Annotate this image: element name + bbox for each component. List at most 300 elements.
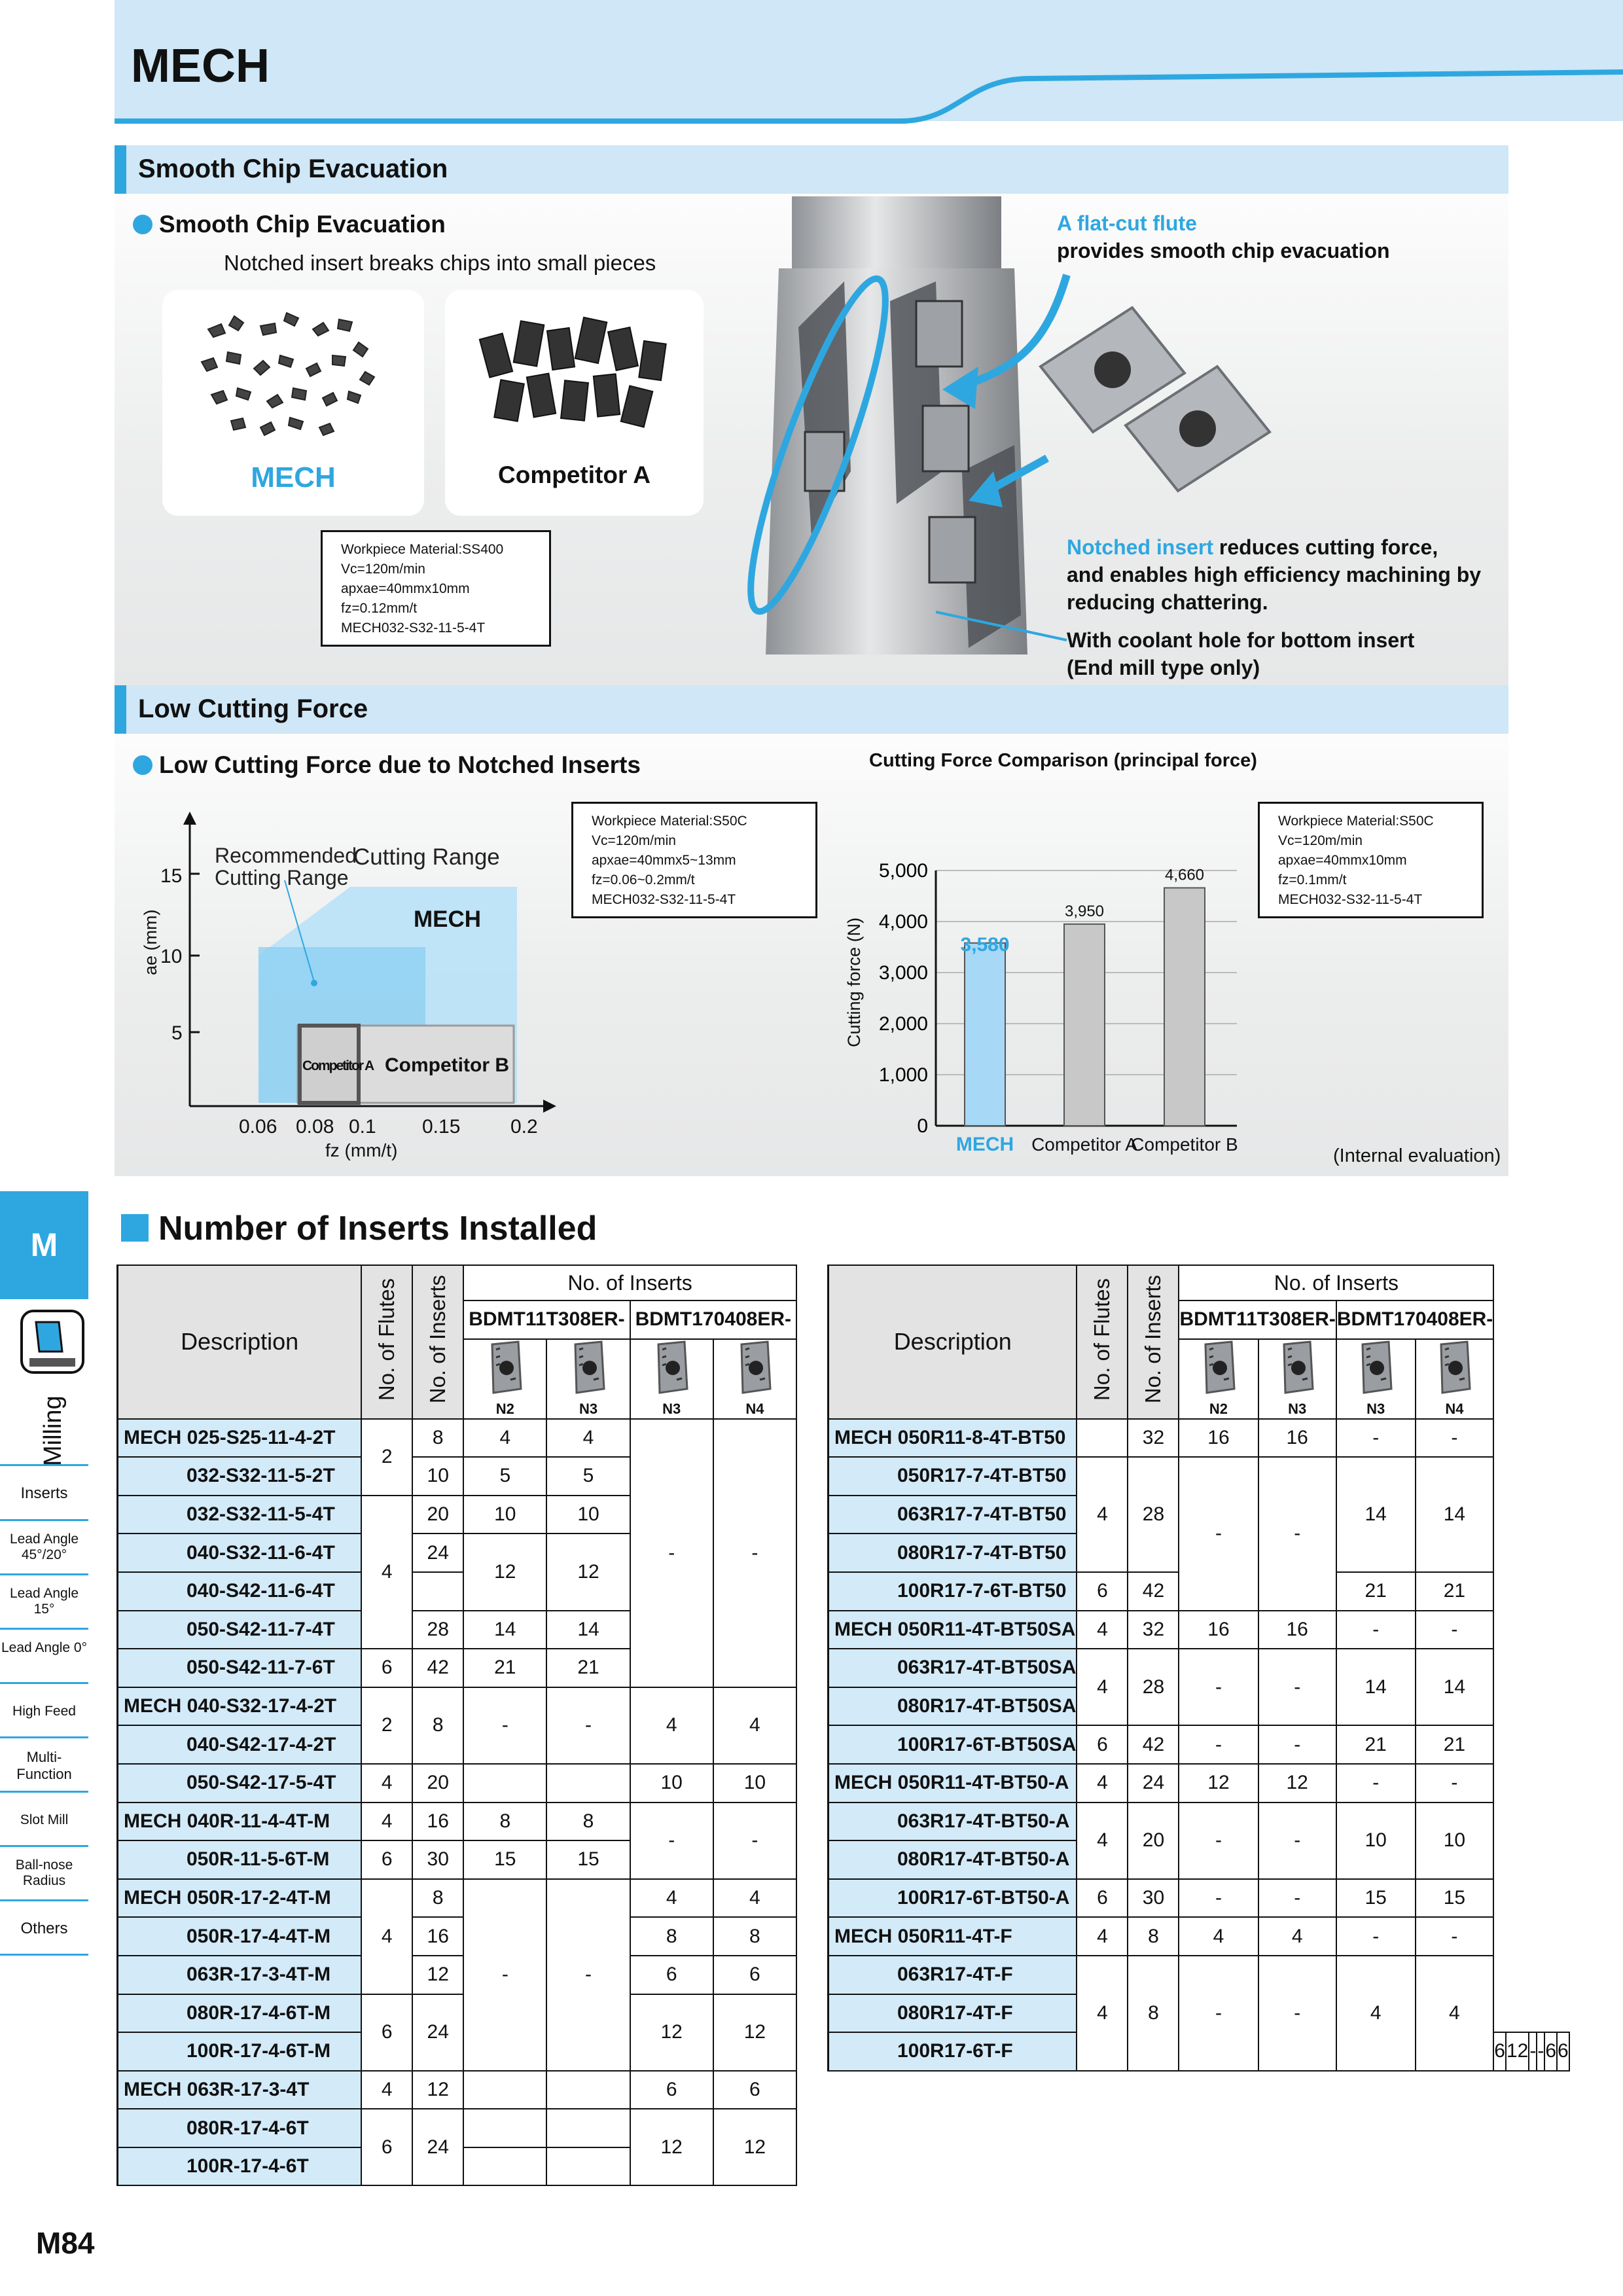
x-category-label: Competitor A — [1031, 1134, 1137, 1155]
table-cell: 12 — [630, 1994, 713, 2071]
insert-icon-cell — [546, 1339, 630, 1419]
table-cell: 12 — [1258, 1764, 1336, 1803]
range-ytick-15: 15 — [160, 865, 183, 887]
table-row — [118, 2109, 797, 2147]
insert-icon-cell — [1179, 1339, 1258, 1419]
table-cell: 10 — [463, 1496, 546, 1534]
table-cell: 16 — [412, 1917, 463, 1956]
insert-code: N3 — [1288, 1400, 1307, 1417]
inserts-table-left — [116, 1265, 797, 2186]
table-cell: 15 — [1416, 1879, 1494, 1918]
col-description: Description — [118, 1265, 362, 1419]
insert-icon — [653, 1340, 690, 1395]
table-cell: - — [1258, 1803, 1336, 1879]
model-description: 063R17-4T-BT50SA — [829, 1649, 1077, 1687]
callout-notched-insert: Notched insert reduces cutting force, and enables high efficiency machining by reducing chattering. — [1067, 535, 1482, 614]
table-cell: 6 — [630, 2071, 713, 2109]
callout-arrows — [916, 249, 1080, 576]
range-xlabel: fz (mm/t) — [325, 1140, 398, 1160]
table-cell: - — [1336, 1917, 1416, 1956]
table-cell: 42 — [1128, 1572, 1179, 1611]
table-cell: 15 — [463, 1840, 546, 1879]
table-cell: 10 — [1336, 1803, 1416, 1879]
table-cell: 4 — [713, 1687, 796, 1764]
internal-evaluation-note: (Internal evaluation) — [1333, 1145, 1501, 1166]
inserts-table-right — [827, 1265, 1570, 2072]
table-cell: 28 — [1128, 1649, 1179, 1725]
table-row — [118, 1917, 797, 1956]
table-cell: 6 — [1077, 1725, 1128, 1764]
table-cell: 4 — [1077, 1457, 1128, 1572]
table-cell: 32 — [1128, 1419, 1179, 1458]
table-cell: 14 — [463, 1611, 546, 1649]
table-cell: 16 — [1258, 1419, 1336, 1458]
model-description: MECH 040R-11-4-4T-M — [118, 1803, 362, 1841]
table-cell — [463, 2109, 546, 2147]
table-cell: 42 — [1128, 1725, 1179, 1764]
header-curve — [115, 0, 1623, 131]
table-cell: 12 — [412, 2071, 463, 2109]
table-cell: 12 — [1506, 2032, 1529, 2071]
table-cell: 8 — [463, 1803, 546, 1841]
table-cell: 6 — [713, 2071, 796, 2109]
table-cell: 16 — [1258, 1611, 1336, 1649]
table-cell: 10 — [412, 1457, 463, 1496]
y-tick-label: 0 — [917, 1115, 928, 1137]
table-cell: - — [1179, 1879, 1258, 1918]
section1-bar — [115, 145, 1508, 194]
table-cell: 21 — [546, 1649, 630, 1687]
insert-code: N2 — [495, 1400, 514, 1417]
table-cell: 10 — [546, 1496, 630, 1534]
range-xtick-0.2: 0.2 — [510, 1116, 538, 1138]
sidebar-tab-m[interactable]: M — [0, 1191, 88, 1299]
insert-icon-cell — [1416, 1339, 1494, 1419]
model-description: 050R-17-4-4T-M — [118, 1917, 362, 1956]
table-row — [118, 1764, 797, 1803]
section2-bar — [115, 685, 1508, 734]
col-no-of-inserts: No. of Inserts — [463, 1265, 796, 1300]
table-cell: - — [1336, 1419, 1416, 1458]
sidebar-item-high-feed[interactable]: High Feed — [0, 1684, 88, 1738]
table-cell: 8 — [1128, 1917, 1179, 1956]
sidebar-item-multi-function[interactable]: Multi-Function — [0, 1738, 88, 1793]
table-cell: 28 — [412, 1611, 463, 1649]
table-row — [118, 1687, 797, 1726]
insert-icon — [487, 1340, 524, 1395]
table-cell: - — [546, 1879, 630, 2071]
model-description: 050-S42-17-5-4T — [118, 1764, 362, 1803]
section1-bullet: Smooth Chip Evacuation — [133, 211, 446, 238]
model-description: MECH 040-S32-17-4-2T — [118, 1687, 362, 1726]
table-cell: 30 — [1128, 1879, 1179, 1918]
table-cell: 20 — [412, 1496, 463, 1534]
table-cell: - — [630, 1803, 713, 1879]
sidebar-item-slot-mill[interactable]: Slot Mill — [0, 1793, 88, 1847]
model-description: 100R17-6T-F — [829, 2032, 1077, 2071]
page-number: M84 — [36, 2226, 95, 2260]
table-cell: - — [1416, 1764, 1494, 1803]
table-cell — [546, 2071, 630, 2109]
section2-bullet: Low Cutting Force due to Notched Inserts — [133, 751, 641, 779]
table-cell: 2 — [361, 1687, 412, 1764]
table-cell — [1077, 1419, 1128, 1458]
insert-code: N3 — [579, 1400, 598, 1417]
sidebar-item-lead-15[interactable]: Lead Angle 15° — [0, 1575, 88, 1630]
table-cell: 12 — [412, 1956, 463, 1994]
table-cell: - — [1179, 1803, 1258, 1879]
table-cell — [546, 2109, 630, 2147]
x-category-label: MECH — [955, 1134, 1014, 1155]
table-cell: 8 — [412, 1419, 463, 1458]
callout-flat-flute: A flat-cut flute provides smooth chip evacuation — [1057, 211, 1390, 262]
table-cell: 6 — [1077, 1879, 1128, 1918]
table-row — [829, 1457, 1569, 1496]
table-row — [118, 1994, 797, 2033]
table-row — [829, 1956, 1569, 1994]
table-cell: 4 — [1336, 1956, 1416, 2071]
table-cell: 6 — [361, 2109, 412, 2185]
table-cell: 4 — [361, 2071, 412, 2109]
table-cell: 12 — [713, 2109, 796, 2185]
table-cell — [463, 1764, 546, 1803]
table-cell: - — [1258, 1879, 1336, 1918]
insert-icon — [736, 1340, 773, 1395]
insert-icon — [1200, 1340, 1237, 1395]
table-cell — [463, 2147, 546, 2186]
table-row — [118, 1879, 797, 1918]
table-row — [829, 1917, 1569, 1956]
col-flutes: No. of Flutes — [361, 1265, 412, 1419]
table-cell: 10 — [1416, 1803, 1494, 1879]
range-xtick-0.08: 0.08 — [296, 1116, 334, 1138]
table-cell: 24 — [412, 2109, 463, 2185]
table-cell: - — [1416, 1611, 1494, 1649]
col-inserts: No. of Inserts — [412, 1265, 463, 1419]
col-description: Description — [829, 1265, 1077, 1419]
insert-icon-cell — [713, 1339, 796, 1419]
col-insert-bdmt17: BDMT170408ER- — [630, 1300, 796, 1339]
table-cell: 12 — [713, 1994, 796, 2071]
table-cell: 5 — [463, 1457, 546, 1496]
table-cell: - — [463, 1879, 546, 2071]
insert-icon-cell — [1258, 1339, 1336, 1419]
table-cell: 15 — [546, 1840, 630, 1879]
table-cell: 8 — [1128, 1956, 1179, 2071]
model-description: 100R17-6T-BT50SA — [829, 1725, 1077, 1764]
bar-chart-title: Cutting Force Comparison (principal force) — [869, 750, 1257, 771]
model-description: 080R17-4T-BT50-A — [829, 1840, 1077, 1879]
table-cell: 4 — [546, 1419, 630, 1458]
model-description: 100R17-7-6T-BT50 — [829, 1572, 1077, 1611]
table-row — [829, 1803, 1569, 1841]
model-description: 050R-11-5-6T-M — [118, 1840, 362, 1879]
model-description: 080R-17-4-6T — [118, 2109, 362, 2147]
model-description: 040-S32-11-6-4T — [118, 1534, 362, 1572]
model-description: 080R17-4T-F — [829, 1994, 1077, 2033]
chips-label-competitor: Competitor A — [498, 461, 651, 488]
table-cell: 4 — [361, 1764, 412, 1803]
insert-icon — [1279, 1340, 1315, 1395]
table-cell: 32 — [1128, 1611, 1179, 1649]
model-description: 063R-17-3-4T-M — [118, 1956, 362, 1994]
model-description: 050-S42-11-7-6T — [118, 1649, 362, 1687]
table-cell: 4 — [361, 1879, 412, 1994]
insert-icon-cell — [463, 1339, 546, 1419]
bar-competitor-b — [1164, 888, 1205, 1126]
small-chips-image — [162, 290, 424, 460]
table-cell: 24 — [412, 1534, 463, 1572]
table-cell: - — [1336, 1611, 1416, 1649]
insert-icon — [1357, 1340, 1394, 1395]
insert-code: N4 — [745, 1400, 764, 1417]
chips-label-mech: MECH — [251, 461, 336, 493]
coolant-leader-line — [936, 602, 1080, 655]
table-cell: 21 — [463, 1649, 546, 1687]
table-cell: 42 — [412, 1649, 463, 1687]
col-insert-bdmt17: BDMT170408ER- — [1336, 1300, 1493, 1339]
table-row — [118, 2071, 797, 2109]
range-ylabel: ae (mm) — [141, 909, 160, 975]
table-row — [829, 1725, 1569, 1764]
section1-subtitle: Notched insert breaks chips into small pieces — [224, 251, 656, 275]
table-cell: - — [1179, 1649, 1258, 1725]
label-competitor-b-range: Competitor B — [385, 1054, 509, 1076]
bar-mech — [965, 943, 1005, 1126]
table-cell: - — [1537, 2032, 1544, 2071]
table-cell — [546, 2147, 630, 2186]
table-cell: 15 — [1336, 1879, 1416, 1918]
table-row — [829, 1611, 1569, 1649]
model-description: MECH 025-S25-11-4-2T — [118, 1419, 362, 1458]
model-description: 040-S42-17-4-2T — [118, 1725, 362, 1764]
page-title: MECH — [131, 40, 270, 92]
insert-code: N2 — [1209, 1400, 1228, 1417]
table-cell: 4 — [361, 1496, 412, 1649]
col-inserts: No. of Inserts — [1128, 1265, 1179, 1419]
model-description: MECH 050R11-4T-F — [829, 1917, 1077, 1956]
insert-code: N3 — [1366, 1400, 1385, 1417]
range-xtick-0.15: 0.15 — [422, 1116, 461, 1138]
table-row — [118, 1803, 797, 1841]
table-row — [118, 1419, 797, 1458]
table-cell: 4 — [1077, 1649, 1128, 1725]
sidebar-item-others[interactable]: Others — [0, 1901, 88, 1956]
chips-card-competitor — [445, 290, 704, 516]
table-cell: 14 — [546, 1611, 630, 1649]
model-description: 100R-17-4-6T — [118, 2147, 362, 2186]
bullet-dot-icon — [133, 755, 152, 775]
bar-chart-ylabel: Cutting force (N) — [844, 917, 864, 1047]
col-insert-bdmt11: BDMT11T308ER- — [463, 1300, 630, 1339]
table-cell: 20 — [1128, 1803, 1179, 1879]
bullet-dot-icon — [133, 215, 152, 234]
table-cell: 6 — [713, 1956, 796, 1994]
model-description: 080R-17-4-6T-M — [118, 1994, 362, 2033]
table-cell: 6 — [361, 1649, 412, 1687]
table-cell: 4 — [1258, 1917, 1336, 1956]
table-cell: - — [1258, 1725, 1336, 1764]
table-cell — [463, 2071, 546, 2109]
conditions-box-1: Workpiece Material:SS400 Vc=120m/min apxae=40mmx10mm fz=0.12mm/t MECH032-S32-11-5-4T — [321, 530, 551, 647]
insert-code: N3 — [662, 1400, 681, 1417]
table-cell: - — [1258, 1649, 1336, 1725]
bar-value-label: 4,660 — [1164, 866, 1205, 884]
table-cell: - — [630, 1419, 713, 1687]
table-cell: 21 — [1336, 1725, 1416, 1764]
table-cell: 21 — [1416, 1572, 1494, 1611]
model-description: 050-S42-11-7-4T — [118, 1611, 362, 1649]
y-tick-label: 5,000 — [878, 860, 928, 882]
table-cell: - — [1179, 1956, 1258, 2071]
table-cell: - — [1179, 1725, 1258, 1764]
table-cell: - — [713, 1419, 796, 1687]
chips-card-mech — [162, 290, 424, 516]
table-cell: 24 — [412, 1994, 463, 2071]
sidebar-item-ball-nose[interactable]: Ball-nose Radius — [0, 1847, 88, 1901]
sidebar-item-inserts[interactable]: Inserts — [0, 1466, 88, 1521]
table-cell: - — [1179, 1457, 1258, 1610]
table-cell: 8 — [630, 1917, 713, 1956]
table-cell: 4 — [630, 1687, 713, 1764]
x-category-label: Competitor B — [1131, 1134, 1238, 1155]
label-recommended-range: Recommended Cutting Range — [215, 844, 357, 889]
table-cell: - — [1258, 1956, 1336, 2071]
table-cell: 4 — [1416, 1956, 1494, 2071]
conditions-box-3: Workpiece Material:S50C Vc=120m/min apxae=40mmx10mm fz=0.1mm/t MECH032-S32-11-5-4T — [1258, 802, 1484, 918]
col-flutes: No. of Flutes — [1077, 1265, 1128, 1419]
range-xtick-0.06: 0.06 — [239, 1116, 277, 1138]
table-cell: 4 — [1179, 1917, 1258, 1956]
insert-code: N4 — [1445, 1400, 1464, 1417]
insert-icon-cell — [630, 1339, 713, 1419]
large-chips-image — [445, 290, 704, 460]
table-cell: 12 — [1179, 1764, 1258, 1803]
y-tick-label: 1,000 — [878, 1064, 928, 1086]
table-cell: 10 — [630, 1764, 713, 1803]
insert-icon — [570, 1340, 607, 1395]
table-cell: 28 — [1128, 1457, 1179, 1572]
table-cell: - — [546, 1687, 630, 1764]
table-cell: 4 — [1077, 1764, 1128, 1803]
bar-competitor-a — [1064, 924, 1105, 1126]
table-cell: 8 — [412, 1687, 463, 1764]
insert-icon-cell — [1336, 1339, 1416, 1419]
table-cell: - — [713, 1803, 796, 1879]
table-cell: 4 — [1077, 1803, 1128, 1879]
table-cell: 21 — [1416, 1725, 1494, 1764]
model-description: 063R17-7-4T-BT50 — [829, 1496, 1077, 1534]
model-description: MECH 050R11-8-4T-BT50 — [829, 1419, 1077, 1458]
y-tick-label: 2,000 — [878, 1013, 928, 1035]
model-description: 050R17-7-4T-BT50 — [829, 1457, 1077, 1496]
model-description: 100R17-6T-BT50-A — [829, 1879, 1077, 1918]
table-row — [829, 1649, 1569, 1687]
sidebar-item-lead-45[interactable]: Lead Angle 45°/20° — [0, 1521, 88, 1575]
table-cell: 6 — [1077, 1572, 1128, 1611]
label-mech-range: MECH — [414, 906, 482, 932]
table-cell: 4 — [1077, 1956, 1128, 2071]
col-no-of-inserts: No. of Inserts — [1179, 1265, 1493, 1300]
label-cutting-range: Cutting Range — [353, 844, 500, 870]
section1-title: Smooth Chip Evacuation — [138, 154, 448, 183]
table-cell: 5 — [546, 1457, 630, 1496]
table-cell: - — [1416, 1419, 1494, 1458]
table-cell: 8 — [412, 1879, 463, 1918]
table-cell: 4 — [630, 1879, 713, 1918]
model-description: 032-S32-11-5-2T — [118, 1457, 362, 1496]
table-cell: 4 — [361, 1803, 412, 1841]
table-cell: 12 — [630, 2109, 713, 2185]
table-row — [829, 1419, 1569, 1458]
model-description: MECH 050R11-4T-BT50-A — [829, 1764, 1077, 1803]
table-cell: 14 — [1336, 1457, 1416, 1572]
callout-coolant: With coolant hole for bottom insert (End mill type only) — [1067, 628, 1415, 679]
table-row — [829, 1764, 1569, 1803]
table-cell: 14 — [1416, 1649, 1494, 1725]
table-cell: 4 — [1077, 1611, 1128, 1649]
table-cell: 6 — [1544, 2032, 1557, 2071]
section2-title: Low Cutting Force — [138, 694, 368, 723]
col-insert-bdmt11: BDMT11T308ER- — [1179, 1300, 1336, 1339]
section3-title: Number of Inserts Installed — [158, 1210, 597, 1247]
table-cell: 14 — [1336, 1649, 1416, 1725]
bar-value-label: 3,950 — [1064, 902, 1105, 920]
table-cell: 12 — [463, 1534, 546, 1610]
table-row — [829, 1879, 1569, 1918]
table-cell: 6 — [361, 1840, 412, 1879]
model-description: 063R17-4T-F — [829, 1956, 1077, 1994]
table-cell: 24 — [1128, 1764, 1179, 1803]
table-cell: 10 — [713, 1764, 796, 1803]
table-cell: 16 — [1179, 1419, 1258, 1458]
table-cell: 16 — [412, 1803, 463, 1841]
y-tick-label: 3,000 — [878, 962, 928, 984]
section3-square-icon — [121, 1214, 149, 1242]
table-cell: 20 — [412, 1764, 463, 1803]
bar-value-label: 3,580 — [960, 933, 1010, 956]
model-description: MECH 050R11-4T-BT50SA — [829, 1611, 1077, 1649]
table-cell: 12 — [546, 1534, 630, 1610]
model-description: 080R17-4T-BT50SA — [829, 1687, 1077, 1726]
table-cell: 4 — [713, 1879, 796, 1918]
model-description: MECH 063R-17-3-4T — [118, 2071, 362, 2109]
label-competitor-a-range: Competitor A — [302, 1058, 374, 1073]
table-cell — [546, 1764, 630, 1803]
table-cell: 14 — [1416, 1457, 1494, 1572]
table-cell: 6 — [1493, 2032, 1506, 2071]
table-cell: - — [463, 1687, 546, 1764]
table-cell: 4 — [1077, 1917, 1128, 1956]
table-cell: 2 — [361, 1419, 412, 1496]
table-cell: 8 — [713, 1917, 796, 1956]
table-cell: - — [1258, 1457, 1336, 1610]
table-cell: - — [1529, 2032, 1537, 2071]
table-cell: 6 — [1557, 2032, 1569, 2071]
range-xtick-0.1: 0.1 — [349, 1116, 376, 1138]
table-cell: 16 — [1179, 1611, 1258, 1649]
milling-icon — [20, 1309, 85, 1374]
table-cell: 6 — [630, 1956, 713, 1994]
model-description: 032-S32-11-5-4T — [118, 1496, 362, 1534]
sidebar-milling: Milling — [0, 1381, 88, 1466]
model-description: MECH 050R-17-2-4T-M — [118, 1879, 362, 1918]
table-cell: 30 — [412, 1840, 463, 1879]
model-description: 040-S42-11-6-4T — [118, 1572, 362, 1611]
sidebar-item-lead-0[interactable]: Lead Angle 0° — [0, 1630, 88, 1684]
table-cell: 4 — [463, 1419, 546, 1458]
model-description: 100R-17-4-6T-M — [118, 2032, 362, 2071]
